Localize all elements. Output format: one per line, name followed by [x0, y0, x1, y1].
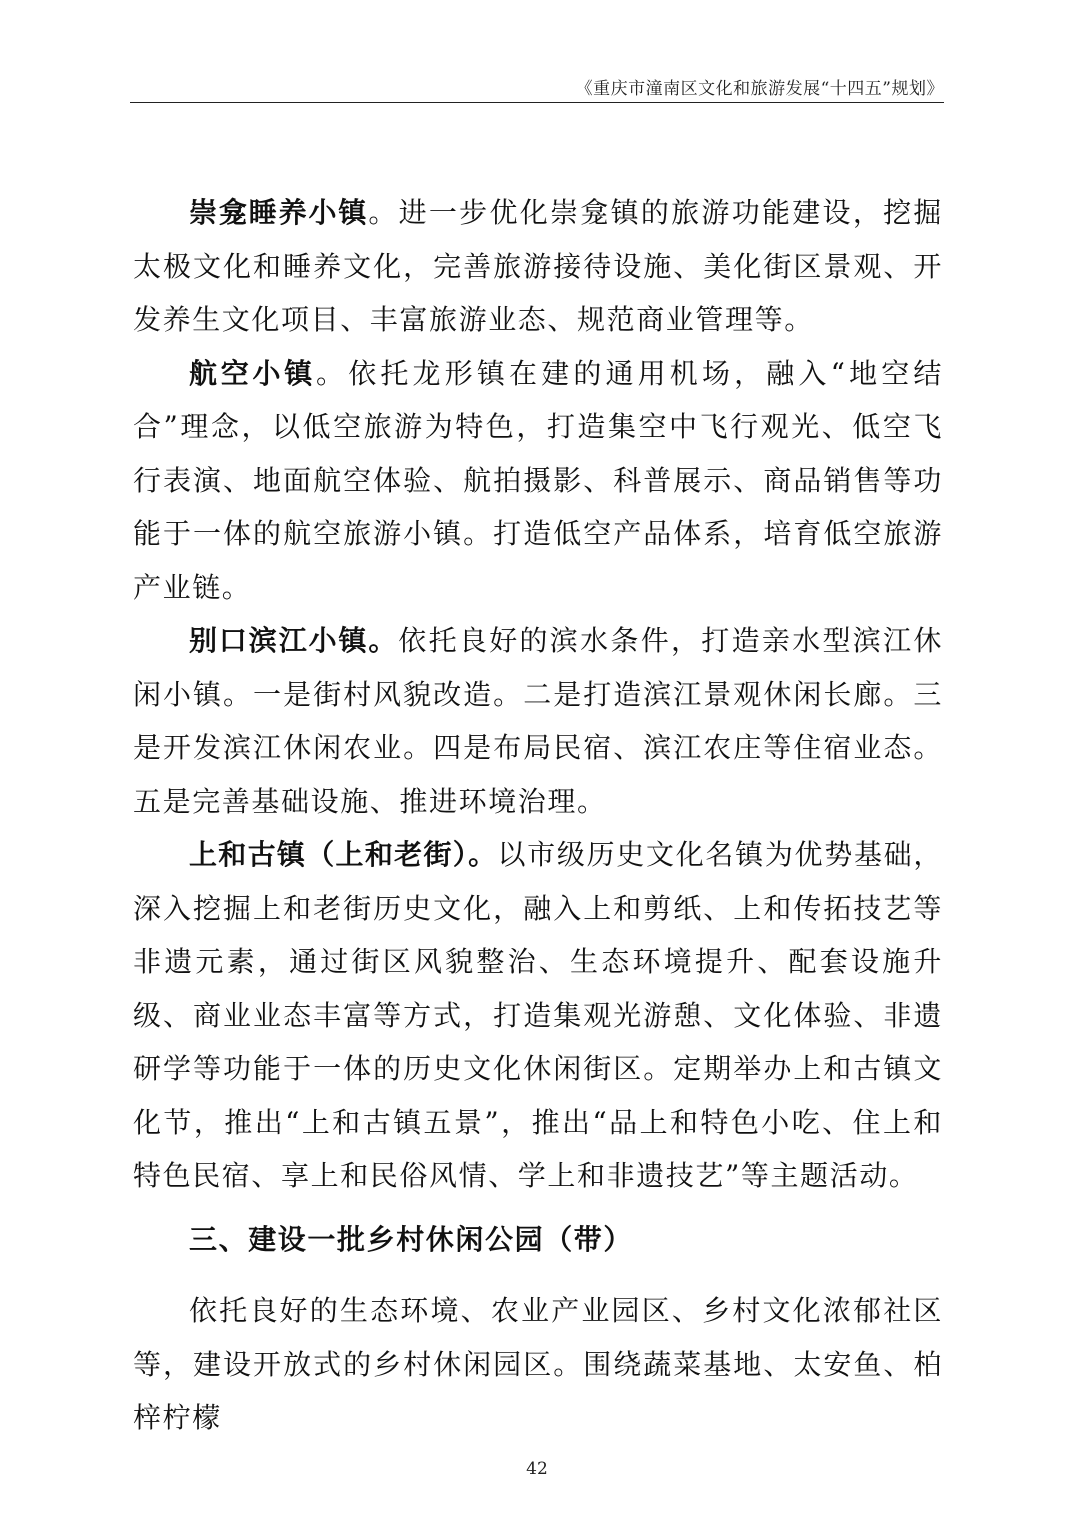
paragraph-lead: 上和古镇（上和老街）。	[189, 838, 498, 871]
paragraph-lead: 航空小镇	[189, 356, 317, 390]
paragraph-text: 依托良好的滨水条件，打造亲水型滨江休闲小镇。一是街村风貌改造。二是打造滨江景观休闲长廊。三是开发滨江休闲农业。四是布局民宿、滨江农庄等住宿业态。五是完善基础设施、推进环境治理。	[133, 624, 943, 818]
section-heading: 三、建设一批乡村休闲公园（带）	[189, 1222, 634, 1256]
header-title: 《重庆市潼南区文化和旅游发展“十四五”规划》	[575, 79, 944, 99]
paragraph-lead: 崇龛睡养小镇	[189, 196, 369, 229]
paragraph-chongkan-town	[133, 186, 943, 347]
paragraph-text: 以市级历史文化名镇为优势基础，深入挖掘上和老街历史文化，融入上和剪纸、上和传拓技艺等非遗元素，通过街区风貌整治、生态环境提升、配套设施升级、商业业态丰富等方式，打造集观光游憩、文化体验、非遗研学等功能于一体的历史文化休闲街区。定期举办上和古镇文化节，推出“上和古镇五景”，推出“品上和特色小吃、住上和特色民宿、享上和民俗风情、学上和非遗技艺”等主题活动。	[133, 838, 943, 1192]
page-number: 42	[526, 1459, 548, 1479]
paragraph-shanghe-ancient-town	[133, 828, 943, 1203]
paragraph-lead: 别口滨江小镇。	[189, 624, 399, 657]
paragraph-biekou-riverside-town	[133, 614, 943, 828]
paragraph-text: 。进一步优化崇龛镇的旅游功能建设，挖掘太极文化和睡养文化，完善旅游接待设施、美化街区景观、开发养生文化项目、丰富旅游业态、规范商业管理等。	[133, 196, 944, 336]
page-header	[130, 72, 944, 103]
paragraph-aviation-town	[133, 347, 943, 615]
document-body	[133, 186, 943, 1445]
paragraph-text: 。依托龙形镇在建的通用机场，融入“地空结合”理念，以低空旅游为特色，打造集空中飞行观光、低空飞行表演、地面航空体验、航拍摄影、科普展示、商品销售等功能于一体的航空旅游小镇。打造低空产品体系，培育低空旅游产业链。	[133, 356, 943, 604]
section-paragraph: 依托良好的生态环境、农业产业园区、乡村文化浓郁社区等，建设开放式的乡村休闲园区。围绕蔬菜基地、太安鱼、柏梓柠檬	[133, 1294, 943, 1434]
